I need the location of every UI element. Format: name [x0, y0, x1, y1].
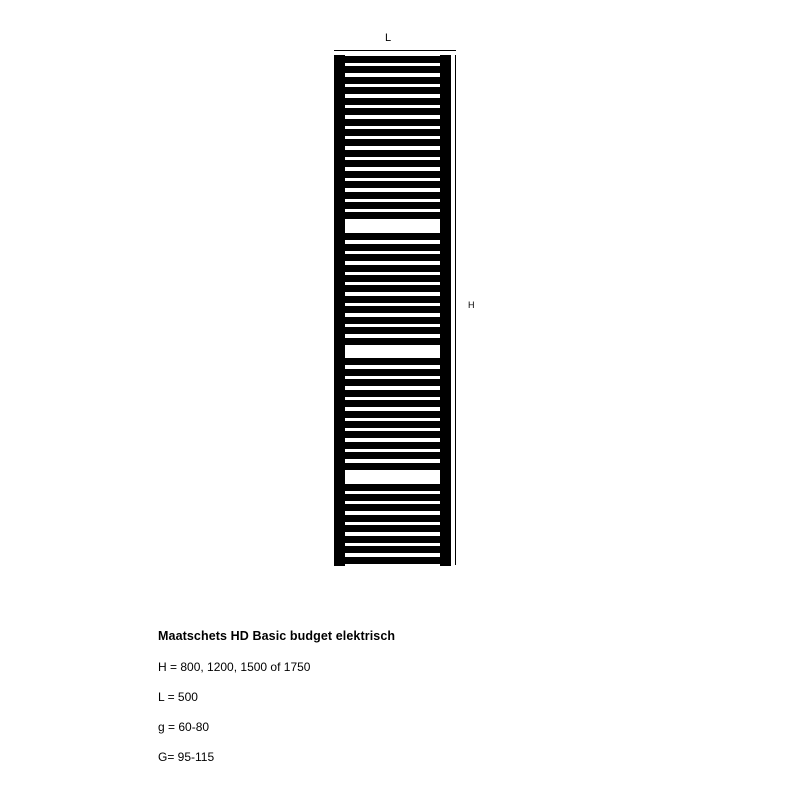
legend-line-height: H = 800, 1200, 1500 of 1750 [158, 659, 311, 674]
radiator-rung [345, 358, 440, 365]
radiator-rung [345, 192, 440, 199]
radiator-rung [345, 452, 440, 459]
legend-title: Maatschets HD Basic budget elektrisch [158, 629, 396, 643]
radiator-rung [345, 338, 440, 345]
radiator-rung [345, 254, 440, 261]
radiator-rung [345, 463, 440, 470]
width-dimension-label: L [385, 32, 392, 44]
radiator-rung [345, 390, 440, 397]
radiator-rung [345, 421, 440, 428]
radiator-rung [345, 56, 440, 63]
height-dimension-line [455, 55, 456, 565]
radiator-rung [345, 160, 440, 167]
radiator-rung [345, 369, 440, 376]
radiator-body [334, 55, 451, 566]
radiator-rung [345, 484, 440, 491]
radiator-rung [345, 536, 440, 543]
radiator-rung [345, 87, 440, 94]
radiator-rung [345, 379, 440, 386]
radiator-rung [345, 77, 440, 84]
radiator-rung [345, 525, 440, 532]
radiator-rung [345, 442, 440, 449]
radiator-rung [345, 306, 440, 313]
radiator-rung [345, 139, 440, 146]
radiator-rung [345, 244, 440, 251]
radiator-rung [345, 119, 440, 126]
radiator-rung [345, 66, 440, 73]
legend-line-g-large: G= 95-115 [158, 750, 215, 765]
radiator-rung [345, 557, 440, 564]
radiator-rung [345, 494, 440, 501]
radiator-rung [345, 411, 440, 418]
radiator-rung [345, 546, 440, 553]
radiator-rung [345, 150, 440, 157]
radiator-rung [345, 296, 440, 303]
radiator-rung [345, 400, 440, 407]
radiator-rung [345, 431, 440, 438]
radiator-rung [345, 327, 440, 334]
radiator-rung [345, 202, 440, 209]
radiator-rung [345, 181, 440, 188]
width-dimension-line [334, 50, 456, 51]
radiator-rung [345, 108, 440, 115]
radiator-rung [345, 285, 440, 292]
radiator-rung [345, 265, 440, 272]
drawing-legend [158, 630, 678, 765]
radiator-rung [345, 98, 440, 105]
radiator-rung [345, 275, 440, 282]
radiator-rung [345, 317, 440, 324]
radiator-rung [345, 504, 440, 511]
radiator-rung [345, 233, 440, 240]
height-dimension-label: H [468, 300, 475, 310]
radiator-rung [345, 212, 440, 219]
radiator-right-post [440, 55, 451, 566]
radiator-rungs [345, 55, 440, 566]
legend-line-length: L = 500 [158, 689, 198, 704]
legend-line-g-small: g = 60-80 [158, 720, 210, 735]
radiator-rung [345, 171, 440, 178]
radiator-left-post [334, 55, 345, 566]
radiator-rung [345, 129, 440, 136]
radiator-rung [345, 515, 440, 522]
